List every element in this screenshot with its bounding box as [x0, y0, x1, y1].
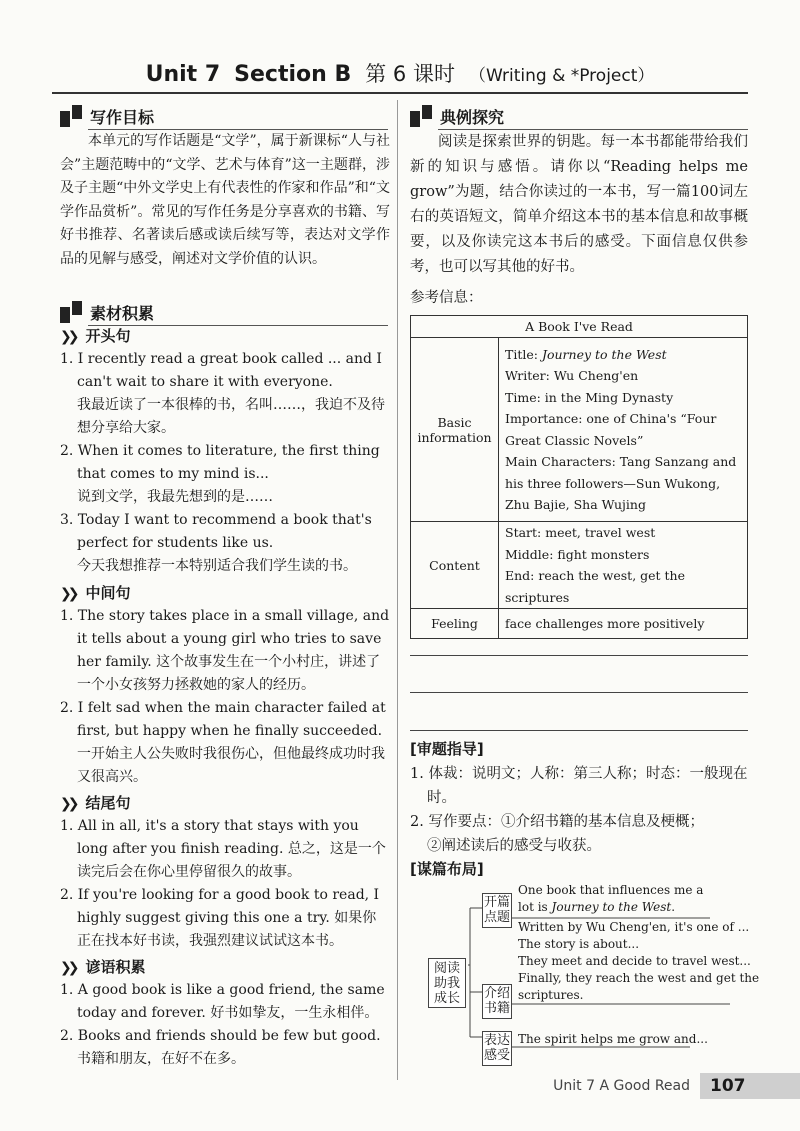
title-row: Title: Journey to the West	[505, 346, 667, 362]
section-mark-icon	[60, 301, 84, 323]
section-title: 典例探究	[440, 107, 505, 127]
section-title: 写作目标	[90, 107, 155, 127]
list-item: ②阐述读后的感受与收获。	[427, 838, 601, 854]
subhead-middle: ❯❯ 中间句	[60, 584, 131, 602]
footer-unit-label: Unit 7 A Good Read	[553, 1078, 690, 1094]
list-item: 2. 写作要点：①介绍书籍的基本信息及梗概；	[410, 814, 704, 830]
subhead-proverbs: ❯❯ 谚语积累	[60, 958, 146, 976]
table-title: A Book I've Read	[411, 316, 748, 338]
content-start: Start: meet, travel west	[505, 525, 656, 540]
writer-row: Writer: Wu Cheng'en	[505, 368, 639, 383]
list-item: 2. Books and friends should be few but good.	[60, 1028, 381, 1044]
mindmap-branch1-line2: lot is Journey to the West.	[518, 900, 676, 914]
feeling-cell: face challenges more positively	[499, 609, 748, 639]
section-underline	[88, 325, 388, 326]
time-row: Time: in the Ming Dynasty	[505, 389, 674, 405]
mindmap-branch-opening: 开篇点题	[482, 893, 512, 928]
list-item: 2. If you're looking for a good book to read, I highly suggest giving this one a try. 如果你正在找本好书读，我强烈建议试试这本书。	[60, 887, 380, 949]
list-item: 3. Today I want to recommend a book that's perfect for students like us.	[60, 512, 372, 551]
guide-list	[410, 762, 748, 858]
lesson-label: 第 6 课时	[365, 62, 455, 86]
list-item: 2. I felt sad when the main character failed at first, but happy when he finally succeeded.	[60, 700, 386, 739]
mindmap-center: 阅读助我成长	[428, 958, 466, 1008]
subhead-opening: ❯❯ 开头句	[60, 327, 131, 345]
ending-list	[60, 815, 390, 953]
list-item: 1. A good book is like a good friend, the same today and forever. 好书如挚友，一生永相伴。	[60, 982, 385, 1021]
content-label: Content	[411, 522, 499, 609]
content-middle: Middle: fight monsters	[505, 546, 650, 562]
unit-label: Unit 7	[145, 62, 221, 87]
guide-title: [审题指导]	[410, 740, 484, 758]
list-item-translation: 一开始主人公失败时我很伤心，但他最终成功时我又很高兴。	[77, 746, 385, 785]
reference-label: 参考信息：	[410, 290, 483, 306]
list-item: 2. When it comes to literature, the first thing that comes to my mind is...	[60, 443, 380, 482]
page-title	[0, 58, 800, 88]
layout-title: [谋篇布局]	[410, 860, 484, 878]
double-chevron-icon: ❯❯	[60, 960, 76, 976]
writing-line	[410, 692, 748, 693]
mindmap-branch2-text: Written by Wu Cheng'en, it's one of ... The story is about... They meet and decide to travel west... Finally, they reach the west and get the scriptures.	[518, 920, 760, 1002]
writing-line	[410, 655, 748, 656]
list-item: 1. I recently read a great book called ... and I can't wait to share it with everyone.	[60, 351, 382, 390]
section-example	[410, 104, 748, 128]
book-title: Journey to the West	[541, 346, 667, 362]
book-info-table	[410, 315, 748, 639]
list-item-translation: 书籍和朋友，在好不在多。	[77, 1051, 245, 1067]
list-item: 1. 体裁：说明文；人称：第三人称；时态：一般现在时。	[410, 766, 748, 806]
header-rule	[52, 92, 748, 94]
writing-line	[410, 730, 748, 731]
characters-row: Main Characters: Tang Sanzang and his three followers—Sun Wukong, Zhu Bajie, Sha Wujing	[505, 454, 737, 512]
list-item: 1. All in all, it's a story that stays with you long after you finish reading. 总之，这是一个读完后会在你心里停留很久的故事。	[60, 818, 386, 880]
middle-list	[60, 605, 390, 789]
section-title: 素材积累	[90, 303, 155, 323]
proverb-list	[60, 979, 390, 1071]
list-item-translation: 我最近读了一本很棒的书，名叫……，我迫不及待想分享给大家。	[77, 397, 385, 436]
list-item-translation: 今天我想推荐一本特别适合我们学生读的书。	[77, 558, 357, 574]
mindmap-branch-feeling: 表达感受	[482, 1031, 512, 1066]
column-divider	[397, 100, 398, 1080]
content-end: End: reach the west, get the scriptures	[505, 568, 686, 605]
page-number: 107	[700, 1073, 800, 1099]
mindmap-branch-intro: 介绍书籍	[482, 984, 512, 1019]
subhead-ending: ❯❯ 结尾句	[60, 794, 131, 812]
double-chevron-icon: ❯❯	[60, 796, 76, 812]
importance-row: Importance: one of China's “Four Great Classic Novels”	[505, 411, 717, 448]
section-label: Section B	[234, 62, 352, 87]
section-mark-icon	[410, 105, 434, 127]
prompt-paragraph: 阅读是探索世界的钥匙。每一本书都能带给我们新的知识与感悟。请你以“Reading helps me grow”为题，结合你读过的一本书，写一篇100词左右的英语短文，简单介绍这本书的基本信息和故事概要，以及你读完这本书后的感受。下面信息仅供参考，也可以写其他的好书。	[410, 134, 748, 275]
double-chevron-icon: ❯❯	[60, 329, 76, 345]
basic-info-label: Basic information	[411, 338, 499, 522]
double-chevron-icon: ❯❯	[60, 586, 76, 602]
page-footer	[553, 1073, 800, 1099]
opening-list	[60, 348, 390, 578]
content-cell	[499, 522, 748, 609]
list-item-translation: 说到文学，我最先想到的是……	[77, 489, 273, 505]
feeling-label: Feeling	[411, 609, 499, 639]
topic-label: （Writing & *Project）	[468, 66, 655, 86]
section-material	[60, 300, 388, 324]
mindmap-branch1-text: One book that influences me a lot is Journey to the West.	[518, 883, 704, 914]
list-item: 1. The story takes place in a small village, and it tells about a young girl who tries to save her family. 这个故事发生在一个小村庄，讲述了一个小女孩努力拯救她的家人的经历。	[60, 608, 390, 693]
section-writing-goal	[60, 104, 388, 128]
goal-paragraph: 本单元的写作话题是“文学”，属于新课标“人与社会”主题范畴中的“文学、艺术与体育”这一主题群，涉及子主题“中外文学史上有代表性的作家和作品”和“文学作品赏析”。常见的写作任务是分享喜欢的书籍、写好书推荐、名著读后感或读后续写等，表达对文学作品的见解与感受，阐述对文学价值的认识。	[60, 133, 390, 267]
mindmap-branch3-text: The spirit helps me grow and...	[518, 1032, 708, 1046]
section-mark-icon	[60, 105, 84, 127]
basic-info-cell	[499, 338, 748, 522]
